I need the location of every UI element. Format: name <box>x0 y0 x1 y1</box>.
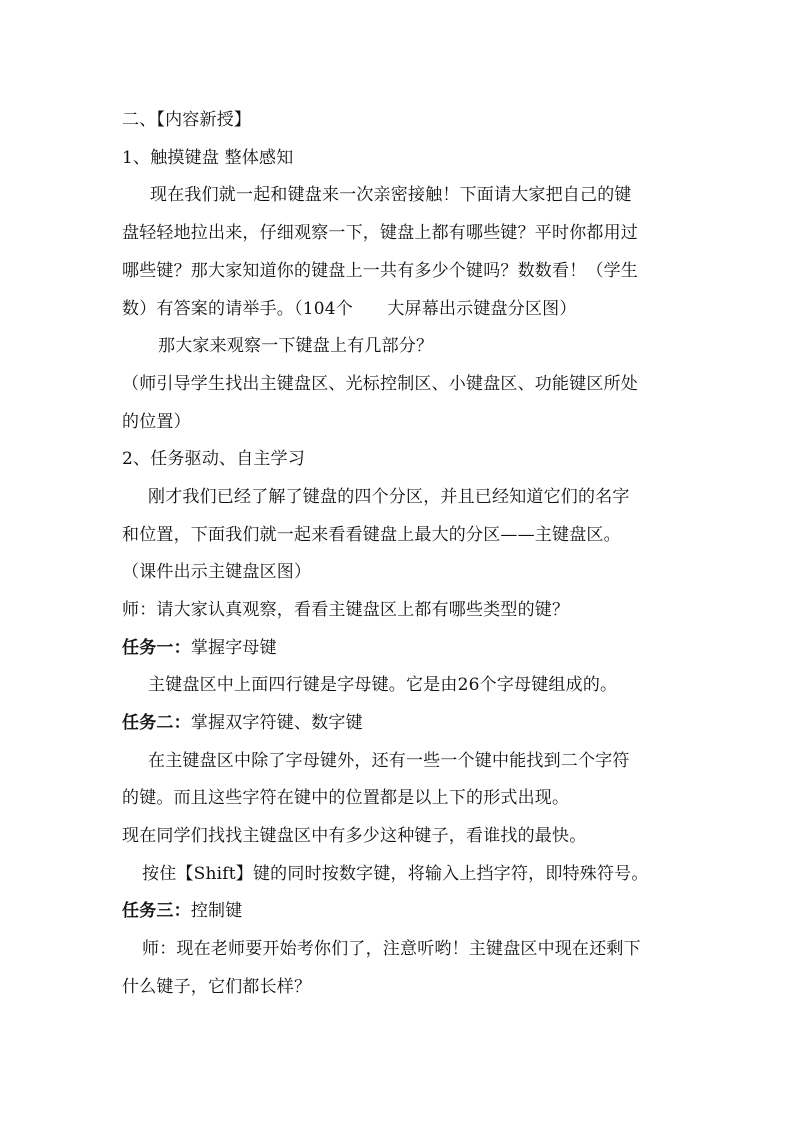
task-heading-3 <box>122 899 242 923</box>
paragraph-line: 按住【Shift】键的同时按数字键，将输入上挡字符，即特殊符号。 <box>142 864 649 884</box>
paragraph-line: 盘轻轻地拉出来，仔细观察一下，键盘上都有哪些键？平时你都用过 <box>122 223 638 243</box>
paragraph-line: 什么键子，它们都长样？ <box>122 977 312 997</box>
subsection-heading-2: 2、任务驱动、自主学习 <box>122 449 306 469</box>
paragraph-line: 和位置，下面我们就一起来看看键盘上最大的分区——主键盘区。 <box>122 525 621 545</box>
paragraph-line: 的位置） <box>122 412 191 432</box>
paragraph-line: （课件出示主键盘区图） <box>122 562 312 582</box>
paragraph-line: 现在同学们找找主键盘区中有多少这种键子，看谁找的最快。 <box>122 826 587 846</box>
paragraph-line: 师：请大家认真观察，看看主键盘区上都有哪些类型的键？ <box>122 600 570 620</box>
task-heading-2 <box>122 711 363 735</box>
paragraph-line: 在主键盘区中除了字母键外，还有一些一个键中能找到二个字符 <box>148 751 630 771</box>
task-label: 任务三： <box>122 901 191 921</box>
task-label: 任务二： <box>122 713 191 733</box>
task-title: 掌握双字符键、数字键 <box>190 713 363 733</box>
task-title: 掌握字母键 <box>190 638 277 658</box>
paragraph-line: 现在我们就一起和键盘来一次亲密接触！下面请大家把自己的键 <box>150 185 632 205</box>
paragraph-line: （师引导学生找出主键盘区、光标控制区、小键盘区、功能键区所处 <box>122 374 638 394</box>
paragraph-line: 的键。而且这些字符在键中的位置都是以上下的形式出现。 <box>122 788 570 808</box>
task-heading-1 <box>122 636 277 660</box>
paragraph-line: 那大家来观察一下键盘上有几部分？ <box>158 336 434 356</box>
task-label: 任务一： <box>122 638 191 658</box>
paragraph-line: 师：现在老师要开始考你们了，注意听哟！主键盘区中现在还剩下 <box>142 939 641 959</box>
paragraph-line: 数）有答案的请举手。（104个 大屏幕出示键盘分区图） <box>122 299 577 319</box>
paragraph-line: 哪些键？那大家知道你的键盘上一共有多少个键吗？数数看！（学生 <box>122 261 638 281</box>
subsection-heading-1: 1、触摸键盘 整体感知 <box>122 148 294 168</box>
paragraph-line: 刚才我们已经了解了键盘的四个分区，并且已经知道它们的名字 <box>148 487 630 507</box>
section-heading: 二、【内容新授】 <box>122 110 252 130</box>
task-title: 控制键 <box>190 901 243 921</box>
paragraph-line: 主键盘区中上面四行键是字母键。它是由26个字母键组成的。 <box>148 675 618 695</box>
